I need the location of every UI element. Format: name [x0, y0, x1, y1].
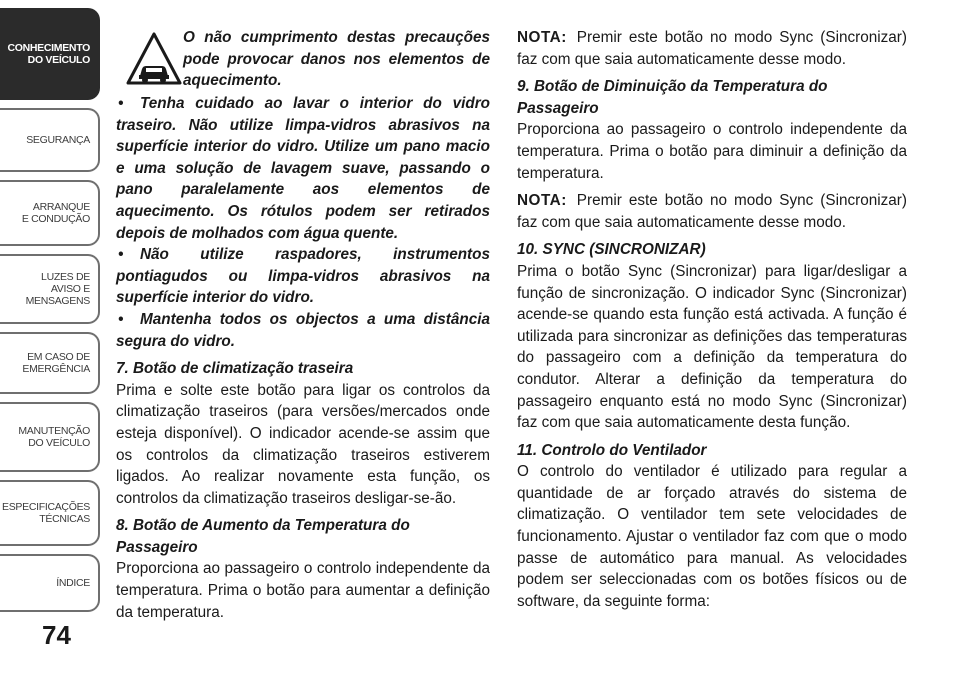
- bullet-dot-icon: •: [118, 246, 124, 264]
- warning-car-icon: [126, 31, 182, 87]
- bullet-item: • Tenha cuidado ao lavar o interior do vidro traseiro. Não utilize limpa-vidros abrasivos na superfície interior do vidro. Utilize um pano macio e uma solução de lavagem suave, passando o pano paralelamente aos elementos de aquecimento. Os rótulos podem ser retirados depois de molhados com água quente.: [116, 95, 490, 242]
- bullet-item: • Mantenha todos os objectos a uma distância segura do vidro.: [116, 310, 490, 350]
- note-label: NOTA:: [517, 192, 567, 210]
- section-9-heading: 9. Botão de Diminuição da Temperatura do Passageiro: [517, 78, 828, 117]
- right-column: [517, 27, 907, 612]
- bullet-item: • Não utilize raspadores, instrumentos pontiagudos ou limpa-vidros abrasivos na superfície interior do vidro.: [116, 246, 490, 307]
- section-8-body: Proporciona ao passageiro o controlo independente da temperatura. Prima o botão para aumentar a definição da temperatura.: [116, 560, 490, 621]
- note-1: NOTA: Premir este botão no modo Sync (Sincronizar) faz com que saia automaticamente desse modo.: [517, 29, 907, 68]
- left-column: [116, 27, 490, 623]
- bullet-dot-icon: •: [118, 95, 124, 112]
- tab-indice[interactable]: ÍNDICE: [0, 554, 100, 612]
- tab-em-caso-de-emergencia[interactable]: EM CASO DE EMERGÊNCIA: [0, 332, 100, 394]
- section-11-heading: 11. Controlo do Ventilador: [517, 441, 707, 459]
- tab-seguranca[interactable]: SEGURANÇA: [0, 108, 100, 172]
- section-9-body: Proporciona ao passageiro o controlo independente da temperatura. Prima o botão para diminuir a definição da temperatura.: [517, 121, 907, 182]
- tab-conhecimento-do-veiculo[interactable]: CONHECIMENTO DO VEÍCULO: [0, 8, 100, 100]
- section-8-heading: 8. Botão de Aumento da Temperatura do Passageiro: [116, 517, 410, 556]
- section-11-body: O controlo do ventilador é utilizado para regular a quantidade de ar forçado através do sistema de climatização. O ventilador tem sete velocidades de funcionamento. Ajustar o ventilador faz com que o modo passe de automático para manual. As velocidades podem ser seleccionadas com os botões físicos ou de software, da seguinte forma:: [517, 463, 907, 610]
- warning-text: O não cumprimento destas precauções pode provocar danos nos elementos de aquecimento.: [183, 29, 490, 90]
- page-number: 74: [42, 620, 71, 650]
- note-2: NOTA: Premir este botão no modo Sync (Sincronizar) faz com que saia automaticamente desse modo.: [517, 192, 907, 231]
- tab-arranque-e-conducao[interactable]: ARRANQUE E CONDUÇÃO: [0, 180, 100, 246]
- chapter-sidebar: [0, 0, 104, 678]
- bullet-dot-icon: •: [118, 310, 124, 328]
- section-10-heading: 10. SYNC (SINCRONIZAR): [517, 241, 706, 259]
- tab-especificacoes-tecnicas[interactable]: ESPECIFICAÇÕES TÉCNICAS: [0, 480, 100, 546]
- section-7-heading: 7. Botão de climatização traseira: [116, 360, 354, 378]
- section-7-body: Prima e solte este botão para ligar os controlos da climatização traseiros (para versões/mercados onde esteja disponível). O indicador acende-se assim que os controlos da climatização traseiros estiverem ligados. Ao realizar novamente esta função, os controlos da climatização traseiros desligar-se-ão.: [116, 381, 490, 507]
- warning-block: [116, 27, 490, 93]
- tab-manutencao-do-veiculo[interactable]: MANUTENÇÃO DO VEÍCULO: [0, 402, 100, 472]
- section-10-body: Prima o botão Sync (Sincronizar) para ligar/desligar a função de sincronização. O indicador Sync (Sincronizar) acende-se quando esta função está activada. A função é utilizada para sincronizar as definições das temperaturas do passageiro com a definição da temperatura do condutor. Alterar a definição da temperatura do passageiro enquanto está no modo Sync (Sincronizar) faz com que saia automaticamente desta função.: [517, 262, 907, 432]
- note-label: NOTA:: [517, 29, 567, 46]
- tab-luzes-de-aviso[interactable]: LUZES DE AVISO E MENSAGENS: [0, 254, 100, 324]
